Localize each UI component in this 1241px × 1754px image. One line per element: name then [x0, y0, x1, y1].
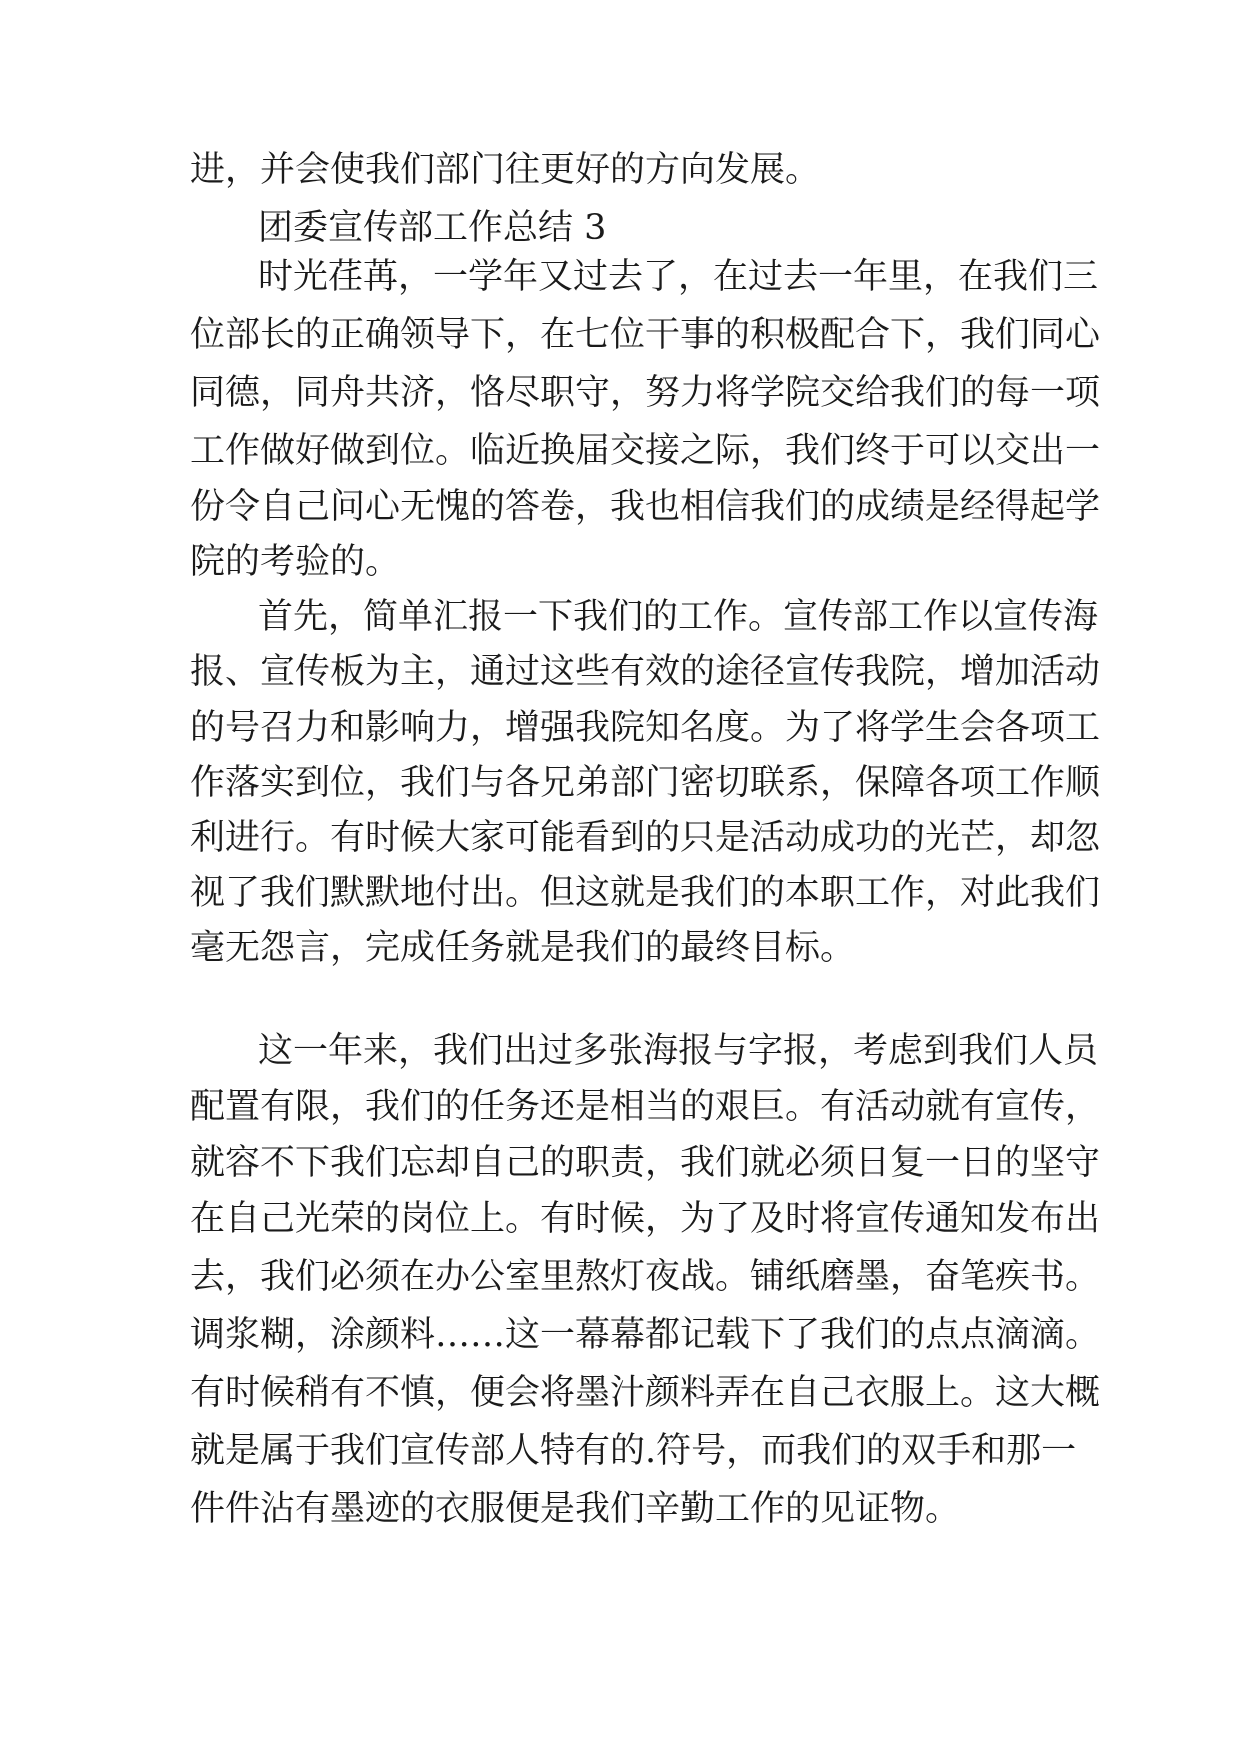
- section-heading: 团委宣传部工作总结 3: [258, 208, 607, 248]
- text-line: 就是属于我们宣传部人特有的.符号，而我们的双手和那一: [190, 1431, 1077, 1471]
- text-line: 院的考验的。: [190, 542, 401, 582]
- text-line: 在自己光荣的岗位上。有时候，为了及时将宣传通知发布出: [190, 1199, 1101, 1239]
- text-line: 工作做好做到位。临近换届交接之际，我们终于可以交出一: [190, 431, 1101, 471]
- text-line: 毫无怨言，完成任务就是我们的最终目标。: [190, 928, 856, 968]
- text-line: 视了我们默默地付出。但这就是我们的本职工作，对此我们: [190, 873, 1101, 913]
- text-line: 的号召力和影响力，增强我院知名度。为了将学生会各项工: [190, 708, 1101, 748]
- text-line: 这一年来，我们出过多张海报与字报，考虑到我们人员: [258, 1031, 1099, 1071]
- text-line: 位部长的正确领导下，在七位干事的积极配合下，我们同心: [190, 315, 1101, 355]
- text-line: 配置有限，我们的任务还是相当的艰巨。有活动就有宣传，: [190, 1087, 1101, 1127]
- text-line: 份令自己问心无愧的答卷，我也相信我们的成绩是经得起学: [190, 487, 1101, 527]
- text-line: 首先，简单汇报一下我们的工作。宣传部工作以宣传海: [258, 597, 1099, 637]
- text-line: 报、宣传板为主，通过这些有效的途径宣传我院，增加活动: [190, 652, 1101, 692]
- text-line: 去，我们必须在办公室里熬灯夜战。铺纸磨墨，奋笔疾书。: [190, 1257, 1101, 1297]
- text-line: 同德，同舟共济，恪尽职守，努力将学院交给我们的每一项: [190, 373, 1101, 413]
- text-line: 有时候稍有不慎，便会将墨汁颜料弄在自己衣服上。这大概: [190, 1373, 1101, 1413]
- text-line: 进，并会使我们部门往更好的方向发展。: [190, 150, 821, 190]
- text-line: 调浆糊，涂颜料……这一幕幕都记载下了我们的点点滴滴。: [190, 1315, 1101, 1355]
- text-line: 就容不下我们忘却自己的职责，我们就必须日复一日的坚守: [190, 1143, 1101, 1183]
- text-line: 件件沾有墨迹的衣服便是我们辛勤工作的见证物。: [190, 1489, 961, 1529]
- text-line: 作落实到位，我们与各兄弟部门密切联系，保障各项工作顺: [190, 763, 1101, 803]
- text-line: 时光荏苒，一学年又过去了，在过去一年里，在我们三: [258, 257, 1099, 297]
- text-line: 利进行。有时候大家可能看到的只是活动成功的光芒，却忽: [190, 818, 1101, 858]
